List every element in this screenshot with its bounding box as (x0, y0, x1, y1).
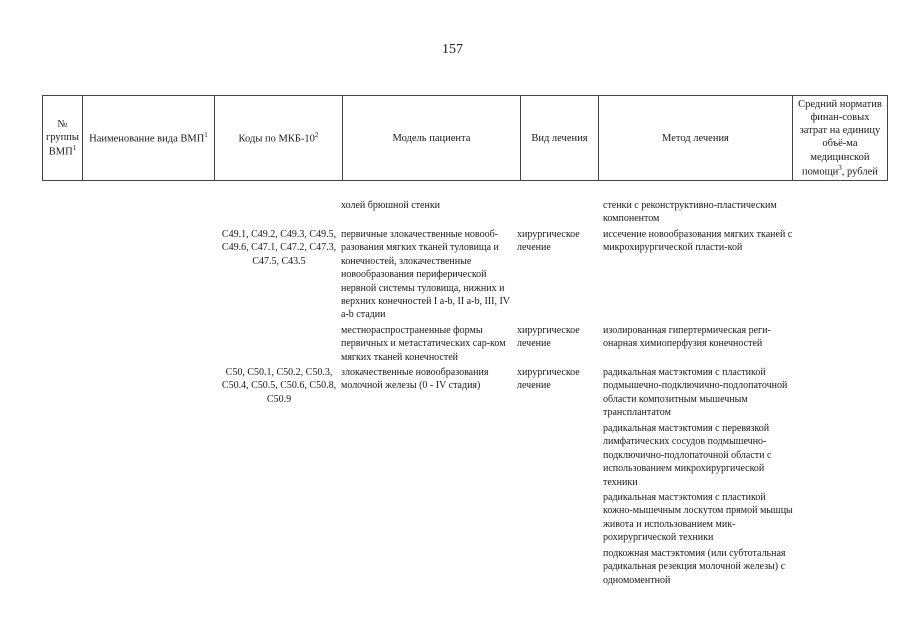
column-header-table (42, 95, 888, 181)
header-average-cost: Средний норматив финан-совых затрат на единицу объё-ма медицинской помощи$^3$, рублей (792, 96, 887, 181)
header-group-number: № группы ВМП$^1$ (43, 96, 83, 181)
row2-treatment-method: иссечение новообразования мягких тканей с микрохирургической пласти-кой (603, 229, 793, 254)
page-number: 157 (442, 42, 463, 57)
header-vmp-name: Наименование вида ВМП$^1$ (82, 96, 214, 181)
row2-treatment-type: хирургическое лечение (517, 229, 580, 254)
row4-treatment-method-2: радикальная мастэктомия с перевязкой лимфатических сосудов подмышечно-подключично-подлопаточной области с использованием микрохирургической техники (603, 423, 772, 488)
row4-treatment-method-3: радикальная мастэктомия с пластикой кожно-мышечным лоскутом прямой мышцы живота и использованием мик-рохирургической техники (603, 492, 793, 544)
row1-patient-model: холей брюшной стенки (341, 200, 441, 211)
row4-icd-codes: C50, C50.1, C50.2, C50.3, C50.4, C50.5, C50.6, C50.8, C50.9 (221, 367, 337, 405)
row1-treatment-method: стенки с реконструктивно-пластическим компонентом (603, 200, 777, 225)
row2-icd-codes: C49.1, C49.2, C49.3, C49.5, C49.6, C47.1, C47.2, C47.3, C47.5, C43.5 (221, 229, 337, 267)
row3-treatment-method: изолированная гипертермическая реги-онарная химиоперфузия конечностей (603, 325, 771, 350)
row3-patient-model: местнораспространенные формы первичных и метастатических сар-ком мягких тканей конечностей (341, 325, 506, 363)
header-treatment-type: Вид лечения (520, 96, 598, 181)
row4-treatment-method-4: подкожная мастэктомия (или субтотальная радикальная резекция молочной железы) с одномоментной (603, 548, 786, 586)
header-patient-model: Модель пациента (342, 96, 520, 181)
row4-patient-model: злокачественные новообразования молочной железы (0 - IV стадия) (341, 367, 489, 392)
row4-treatment-type: хирургическое лечение (517, 367, 580, 392)
row4-treatment-method-1: радикальная мастэктомия с пластикой подмышечно-подключично-подлопаточной области композитным мышечным трансплантатом (603, 367, 788, 419)
row3-treatment-type: хирургическое лечение (517, 325, 580, 350)
row2-patient-model: первичные злокачественные новооб-разования мягких тканей туловища и конечностей, злокачественные новообразования периферической нервной системы туловища, нижних и верхних конечностей I a-b, II a-b, III, IV a-b стадии (341, 229, 510, 321)
header-icd-codes: Коды по МКБ-$10^2$ (214, 96, 342, 181)
header-treatment-method: Метод лечения (598, 96, 792, 181)
